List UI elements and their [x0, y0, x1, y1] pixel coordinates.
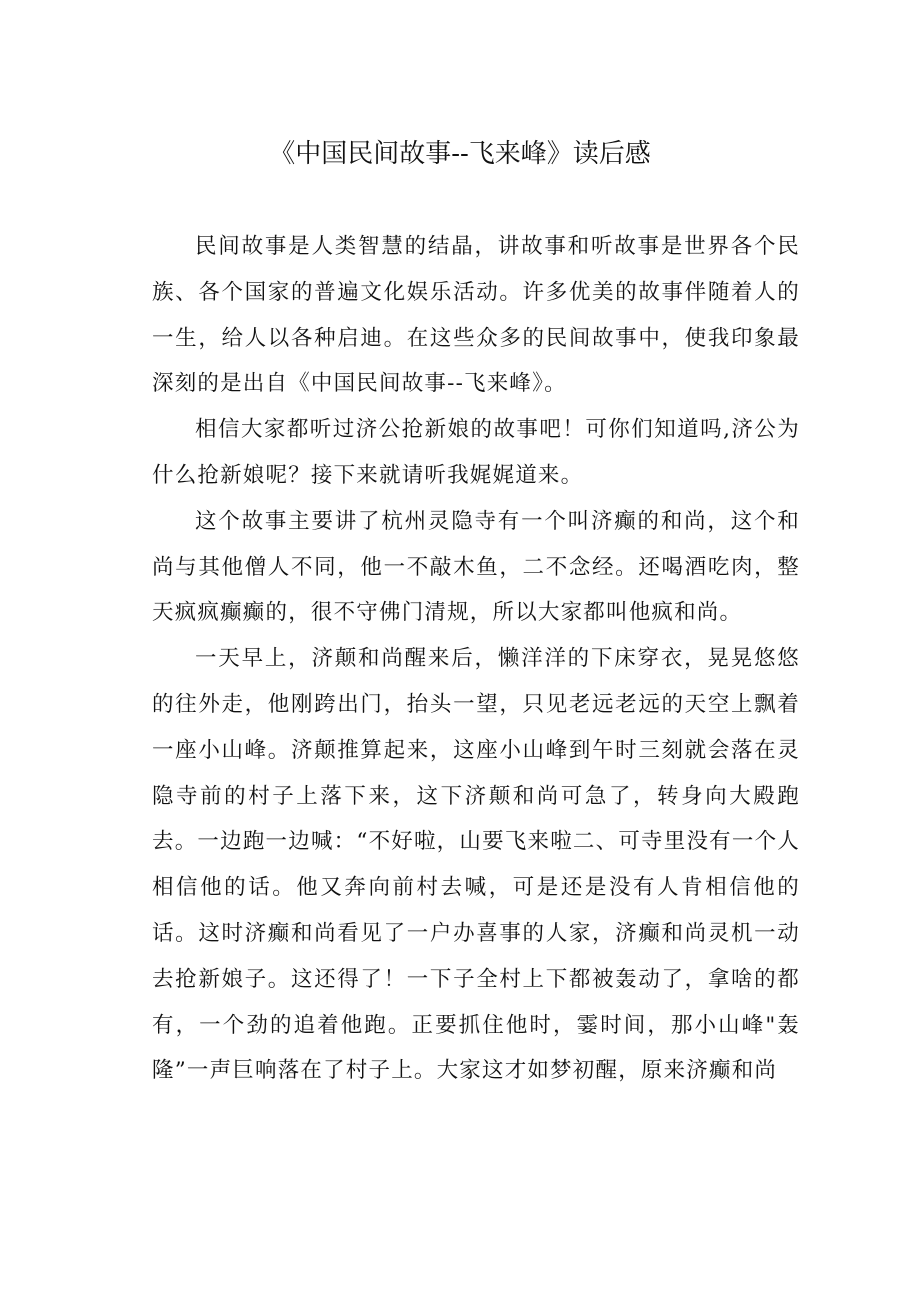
document-body [152, 224, 800, 1094]
paragraph-summary: 这个故事主要讲了杭州灵隐寺有一个叫济癫的和尚，这个和尚与其他僧人不同，他一不敲木鱼，二不念经。还喝酒吃肉，整天疯疯癫癫的，很不守佛门清规，所以大家都叫他疯和尚。 [152, 508, 800, 626]
paragraph-intro: 民间故事是人类智慧的结晶，讲故事和听故事是世界各个民族、各个国家的普遍文化娱乐活动。许多优美的故事伴随着人的一生，给人以各种启迪。在这些众多的民间故事中，使我印象最深刻的是出自《中国民间故事--飞来峰》。 [152, 234, 800, 397]
document-title: 《中国民间故事--飞来峰》读后感 [269, 139, 651, 169]
paragraph-story: 一天早上，济颠和尚醒来后，懒洋洋的下床穿衣，晃晃悠悠的往外走，他刚跨出门，抬头一望，只见老远老远的天空上飘着一座小山峰。济颠推算起来，这座小山峰到午时三刻就会落在灵隐寺前的村子上落下来，这下济颠和尚可急了，转身向大殿跑去。一边跑一边喊：“不好啦，山要飞来啦二、可寺里没有一个人相信他的话。他又奔向前村去喊，可是还是没有人肯相信他的话。这时济癫和尚看见了一户办喜事的人家，济癫和尚灵机一动去抢新娘子。这还得了！一下子全村上下都被轰动了，拿啥的都有，一个劲的追着他跑。正要抓住他时，霎时间，那小山峰"轰隆”一声巨响落在了村子上。大家这才如梦初醒，原来济癫和尚 [152, 646, 800, 1084]
paragraph-question: 相信大家都听过济公抢新娘的故事吧！可你们知道吗,济公为什么抢新娘呢？接下来就请听我娓娓道来。 [152, 417, 800, 488]
